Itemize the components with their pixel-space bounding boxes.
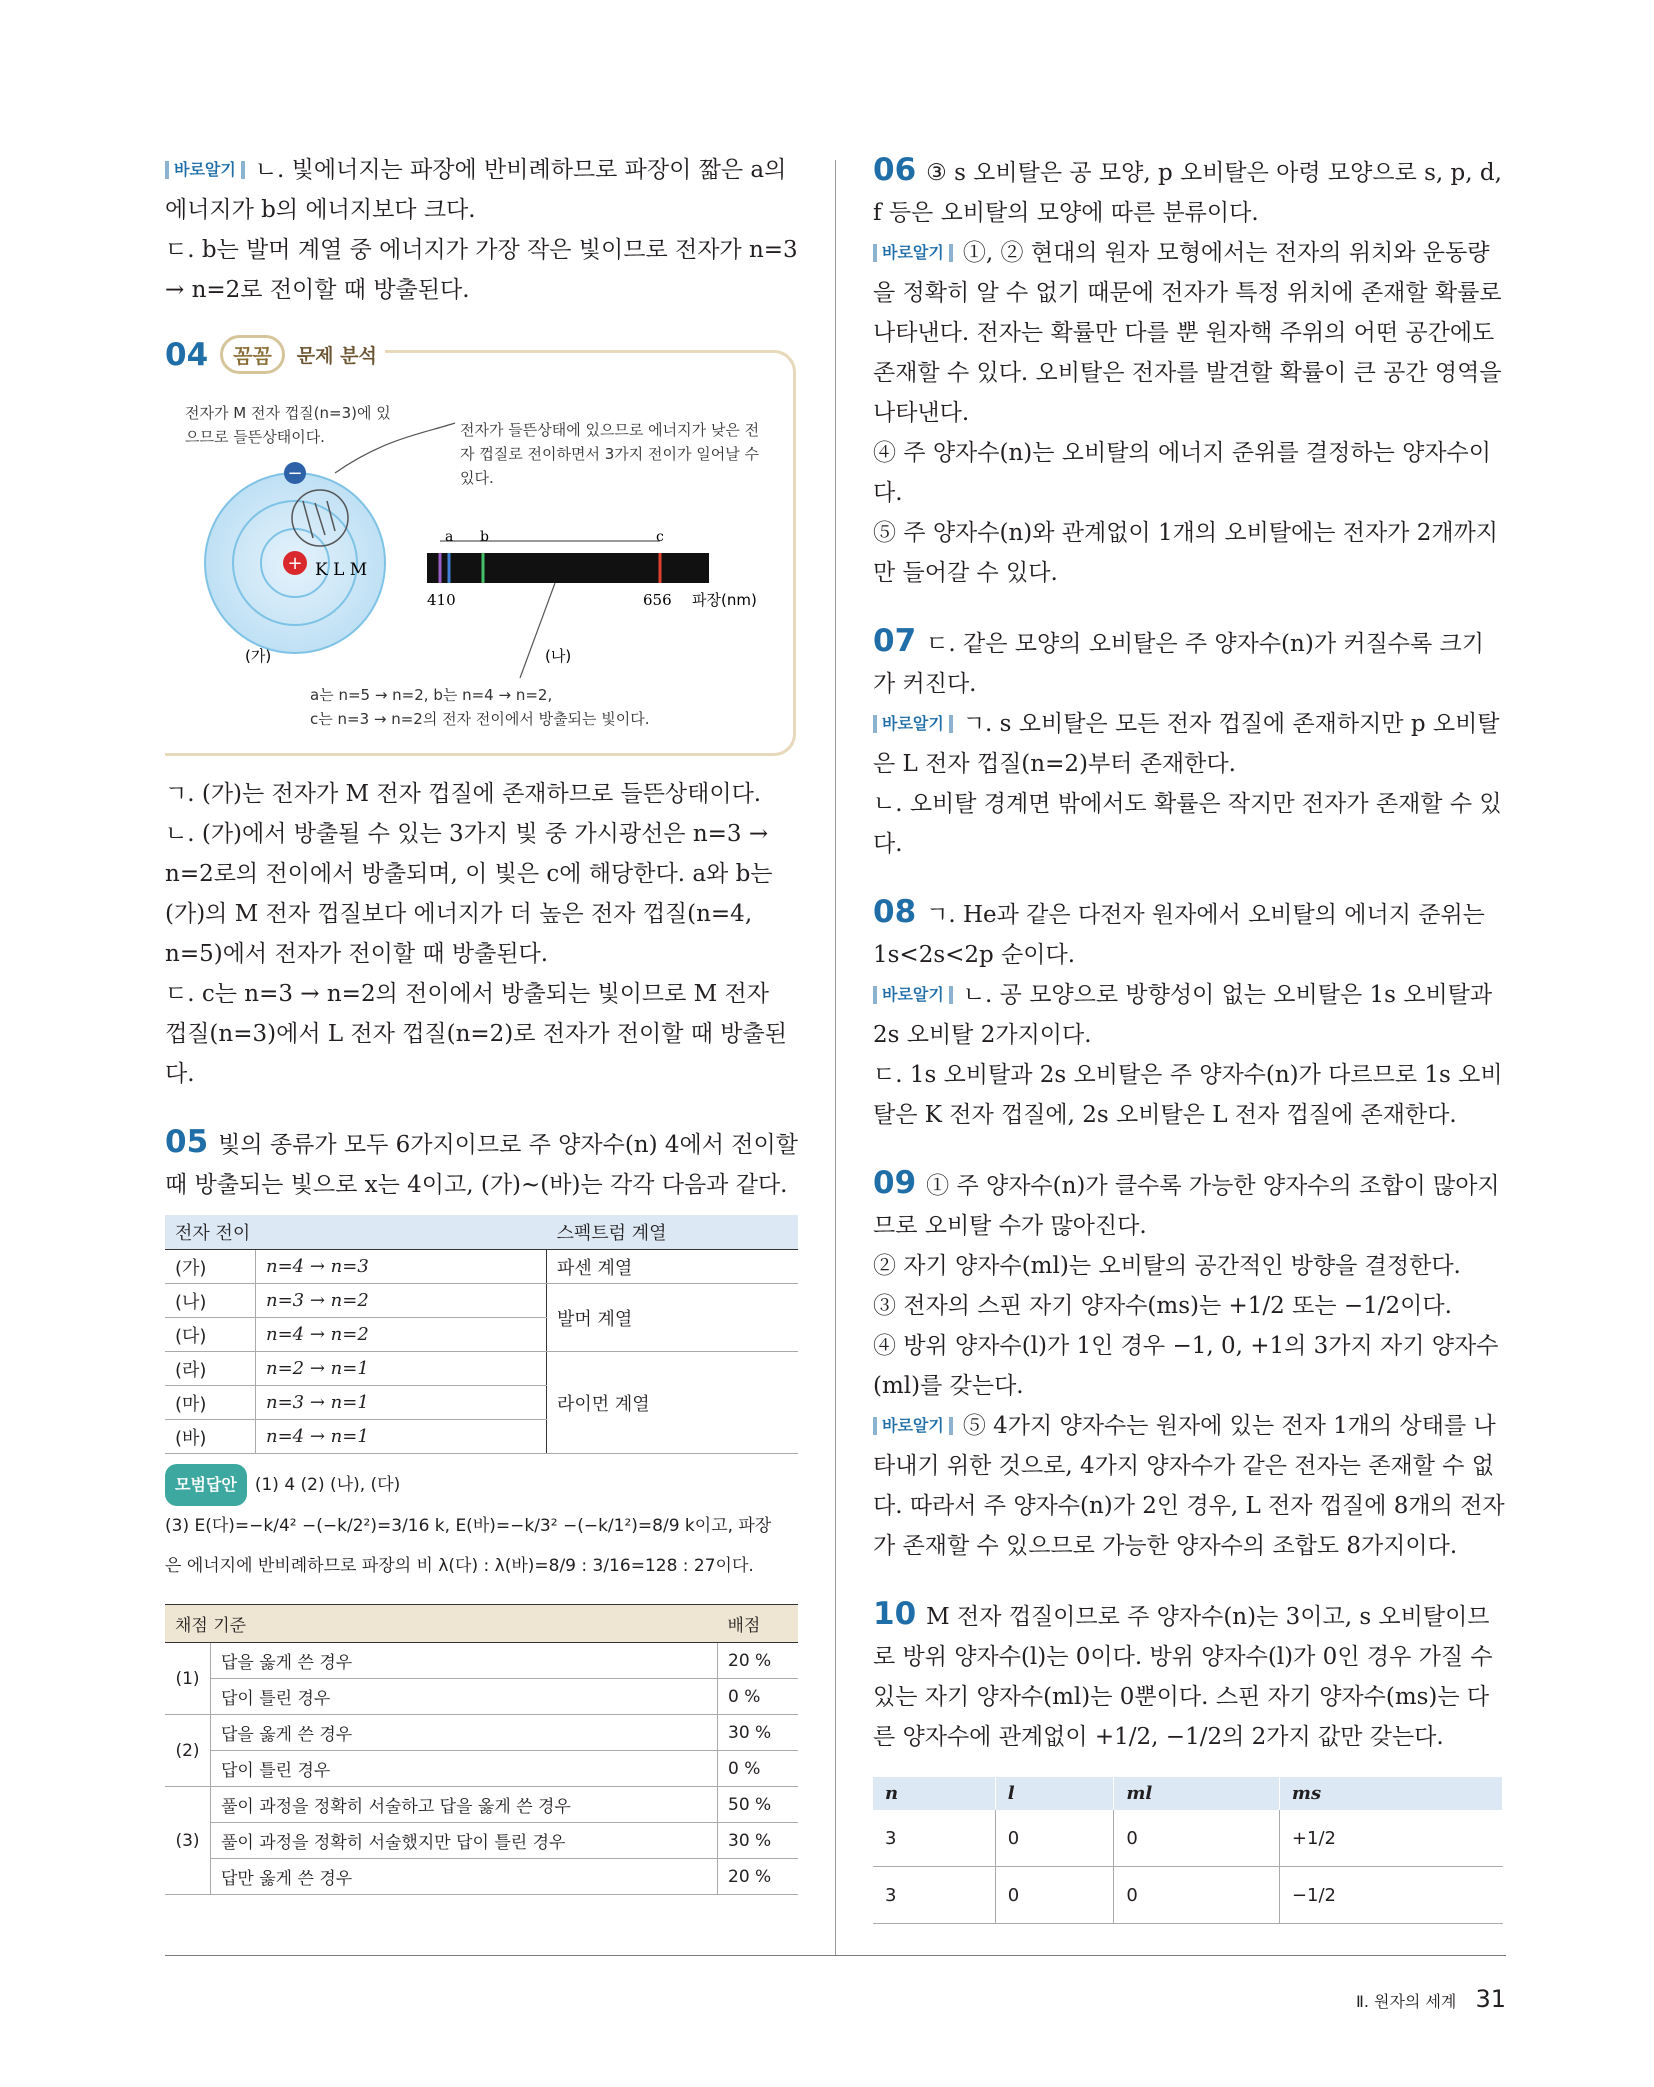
svg-text:(나): (나) bbox=[545, 647, 572, 665]
svg-text:c: c bbox=[656, 529, 664, 545]
q04-analysis-box bbox=[165, 336, 796, 756]
q04-title: 문제 분석 bbox=[296, 345, 377, 367]
q09-5: 바로알기 ⑤ 4가지 양자수는 원자에 있는 전자 1개의 상태를 나타내기 위한 것으로, 4가지 양자수가 같은 전자는 존재할 수 없다. 따라서 주 양자수(n)가 2인 경우, L 전자 껍질에 8개의 전자가 존재할 수 있으므로 가능한 양자수의 조합도 8가지이다. bbox=[873, 1413, 1505, 1559]
right-column bbox=[873, 150, 1506, 1924]
left-column bbox=[165, 150, 798, 1895]
section-name: Ⅱ. 원자의 세계 bbox=[1355, 1992, 1457, 2011]
q04-pill: 꼼꼼 bbox=[220, 335, 285, 374]
grading-table: 채점 기준 배점 (1) 답을 옳게 쓴 경우 20 % 답이 틀린 경우 0 % (2) 답을 옳게 쓴 경우 30 % 답이 틀린 경우 0 % (3) 풀이 과정을 정확히 서술하고 답을 옳게 쓴 경우 50 % 풀이 과정을 정확히 서술했지만 답이 틀린 경우 30 % 답만 옳게 쓴 경우 20 % bbox=[165, 1604, 798, 1895]
q09-4: ④ 방위 양자수(l)가 1인 경우 −1, 0, +1의 3가지 자기 양자수(ml)를 갖는다. bbox=[873, 1333, 1499, 1399]
q04-note-3: a는 n=5 → n=2, b는 n=4 → n=2, c는 n=3 → n=2의 전자 전이에서 방출되는 빛이다. bbox=[310, 686, 650, 728]
q03-wrong-1: 바로알기 ㄴ. 빛에너지는 파장에 반비례하므로 파장이 짧은 a의 에너지가 b의 에너지보다 크다. bbox=[165, 157, 787, 223]
q07-3: ㄴ. 오비탈 경계면 밖에서도 확률은 작지만 전자가 존재할 수 있다. bbox=[873, 791, 1502, 857]
tick-410: 410 bbox=[427, 591, 456, 609]
q05-text: 05 빛의 종류가 모두 6가지이므로 주 양자수(n) 4에서 전이할 때 방출되는 빛으로 x는 4이고, (가)~(바)는 각각 다음과 같다. bbox=[165, 1124, 798, 1198]
q04-number: 04 bbox=[165, 336, 209, 373]
q06-3: ④ 주 양자수(n)는 오비탈의 에너지 준위를 결정하는 양자수이다. bbox=[873, 440, 1491, 506]
svg-text:(가): (가) bbox=[245, 647, 272, 665]
svg-text:b: b bbox=[480, 529, 489, 545]
q06-1: 06 ③ s 오비탈은 공 모양, p 오비탈은 아령 모양으로 s, p, d, f 등은 오비탈의 모양에 따른 분류이다. bbox=[873, 152, 1502, 226]
svg-text:+: + bbox=[287, 553, 303, 574]
q04-note-1: 전자가 M 전자 껍질(n=3)에 있으므로 들뜬상태이다. bbox=[185, 404, 391, 446]
q09-1: 09 ① 주 양자수(n)가 클수록 가능한 양자수의 조합이 많아지므로 오비탈 수가 많아진다. bbox=[873, 1165, 1500, 1239]
page-footer bbox=[1356, 1985, 1506, 2013]
quantum-number-table: n l ml ms 3 0 0 +1/2 3 0 0 −1/2 bbox=[873, 1777, 1503, 1924]
shell-labels: K L M bbox=[315, 560, 368, 580]
transition-table: 전자 전이 스펙트럼 계열 (가) n=4 → n=3 파센 계열 (나) n=3 → n=2 발머 계열 (다) n=4 → n=2 (라) n=2 → n=1 라이먼 계열 (마) n=3 → n=1 (바) n=4 → n=1 bbox=[165, 1215, 798, 1454]
svg-text:−: − bbox=[287, 463, 303, 484]
q03-wrong-2: ㄷ. b는 발머 계열 중 에너지가 가장 작은 빛이므로 전자가 n=3 → n=2로 전이할 때 방출된다. bbox=[165, 237, 798, 303]
q10-1: 10 M 전자 껍질이므로 주 양자수(n)는 3이고, s 오비탈이므로 방위 양자수(l)는 0이다. 방위 양자수(l)가 0인 경우 가질 수 있는 자기 양자수(ml)는 0뿐이다. 스핀 자기 양자수(ms)는 다른 양자수에 관계없이 +1/2, −1/2의 2가지 값만 갖는다. bbox=[873, 1596, 1493, 1750]
q09-3: ③ 전자의 스핀 자기 양자수(ms)는 +1/2 또는 −1/2이다. bbox=[873, 1293, 1452, 1319]
page-number: 31 bbox=[1475, 1985, 1506, 2013]
column-divider bbox=[835, 160, 836, 1955]
q04-ans-2: ㄴ. (가)에서 방출될 수 있는 3가지 빛 중 가시광선은 n=3 → n=2로의 전이에서 방출되며, 이 빛은 c에 해당한다. a와 b는 (가)의 M 전자 껍질보다 에너지가 더 높은 전자 껍질(n=4, n=5)에서 전자가 전이할 때 방출된다. bbox=[165, 821, 773, 967]
q04-ans-3: ㄷ. c는 n=3 → n=2의 전이에서 방출되는 빛이므로 M 전자 껍질(n=3)에서 L 전자 껍질(n=2)로 전자가 전이할 때 방출된다. bbox=[165, 981, 787, 1087]
q04-note-2: 전자가 들뜬상태에 있으므로 에너지가 낮은 전자 껍질로 전이하면서 3가지 전이가 일어날 수 있다. bbox=[460, 421, 760, 487]
q08-3: ㄷ. 1s 오비탈과 2s 오비탈은 주 양자수(n)가 다르므로 1s 오비탈은 K 전자 껍질에, 2s 오비탈은 L 전자 껍질에 존재한다. bbox=[873, 1062, 1503, 1128]
barogi-tag: 바로알기 bbox=[165, 161, 245, 179]
tick-656: 656 bbox=[643, 591, 672, 609]
q06-2: 바로알기 ①, ② 현대의 원자 모형에서는 전자의 위치와 운동량을 정확히 알 수 없기 때문에 전자가 특정 위치에 존재할 확률로 나타낸다. 전자는 확률만 다를 뿐 원자핵 주위의 어떤 공간에도 존재할 수 있다. 오비탈은 전자를 발견할 확률이 큰 공간 영역을 나타낸다. bbox=[873, 240, 1502, 426]
q08-2: 바로알기 ㄴ. 공 모양으로 방향성이 없는 오비탈은 1s 오비탈과 2s 오비탈 2가지이다. bbox=[873, 982, 1493, 1048]
q06-4: ⑤ 주 양자수(n)와 관계없이 1개의 오비탈에는 전자가 2개까지만 들어갈 수 있다. bbox=[873, 520, 1498, 586]
axis-unit: 파장(nm) bbox=[692, 591, 757, 609]
q08-1: 08 ㄱ. He과 같은 다전자 원자에서 오비탈의 에너지 준위는 1s<2s<2p 순이다. bbox=[873, 894, 1485, 968]
footer-rule bbox=[165, 1955, 1506, 1956]
spectrum-bar bbox=[427, 553, 709, 583]
q04-ans-1: ㄱ. (가)는 전자가 M 전자 껍질에 존재하므로 들뜬상태이다. bbox=[165, 781, 762, 807]
q07-2: 바로알기 ㄱ. s 오비탈은 모든 전자 껍질에 존재하지만 p 오비탈은 L 전자 껍질(n=2)부터 존재한다. bbox=[873, 711, 1500, 777]
q05-answer: 모범답안 (1) 4 (2) (나), (다) (3) E(다)=−k/4² −(−k/2²)=3/16 k, E(바)=−k/3² −(−k/1²)=8/9 k이고, 파장 은 에너지에 반비례하므로 파장의 비 λ(다) : λ(바)=8/9 : 3/16=128 : 27이다. bbox=[165, 1464, 798, 1586]
q07-1: 07 ㄷ. 같은 모양의 오비탈은 주 양자수(n)가 커질수록 크기가 커진다. bbox=[873, 623, 1484, 697]
svg-text:a: a bbox=[445, 529, 454, 545]
q09-2: ② 자기 양자수(ml)는 오비탈의 공간적인 방향을 결정한다. bbox=[873, 1253, 1461, 1279]
